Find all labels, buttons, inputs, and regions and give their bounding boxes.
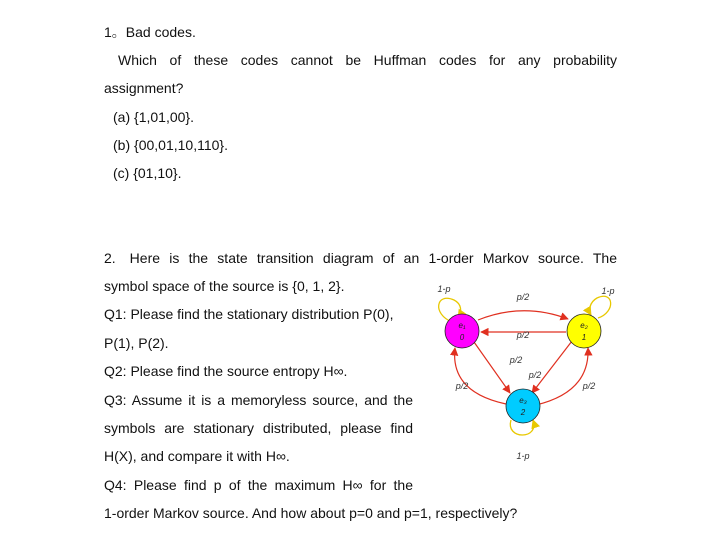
label-e3-to-e2: p/2 bbox=[582, 381, 596, 391]
label-self-e1: 1-p bbox=[437, 284, 451, 294]
state-e2-symbol: 1 bbox=[581, 333, 587, 342]
q2-line: symbol space of the source is {0, 1, 2}. bbox=[104, 278, 345, 294]
state-e1-name: e₁ bbox=[458, 321, 466, 330]
option-label: (c) bbox=[113, 165, 130, 181]
state-e3-name: e₃ bbox=[519, 396, 527, 405]
q2-line: 1-order Markov source. And how about p=0 and p=1, respectively? bbox=[104, 505, 518, 521]
label-self-e2: 1-p bbox=[601, 286, 615, 296]
option-label: (b) bbox=[113, 137, 131, 153]
q2-line: H(X), and compare it with H∞. bbox=[104, 448, 290, 464]
edge-e2-to-e3 bbox=[532, 341, 572, 393]
label-e1-to-e3: p/2 bbox=[509, 355, 523, 365]
edge-e3-to-e2 bbox=[536, 348, 588, 405]
edge-e1-to-e3 bbox=[474, 342, 510, 393]
label-e2-to-e1: p/2 bbox=[516, 330, 530, 340]
q2-intro-line1: 2. Here is the state transition diagram of an 1-order Markov source. The bbox=[104, 250, 617, 266]
label-e3-to-e1: p/2 bbox=[455, 381, 469, 391]
label-e2-to-e3: p/2 bbox=[528, 370, 542, 380]
state-e1-symbol: 0 bbox=[459, 333, 465, 342]
q2-line: Q1: Please find the stationary distribution P(0), bbox=[104, 306, 394, 322]
q2-line: P(1), P(2). bbox=[104, 335, 169, 351]
q2-line: Q2: Please find the source entropy H∞. bbox=[104, 363, 348, 379]
state-e3-symbol: 2 bbox=[520, 408, 526, 417]
q2-line: Q4: Please find p of the maximum H∞ for the bbox=[104, 477, 413, 493]
q1-prompt-line1: Which of these codes cannot be Huffman codes for any probability bbox=[118, 52, 617, 68]
label-self-e3: 1-p bbox=[516, 451, 530, 461]
option-label: (a) bbox=[113, 109, 131, 125]
option-text: {01,10}. bbox=[133, 165, 182, 181]
option-text: {00,01,10,110}. bbox=[134, 137, 228, 153]
q2-line: Q3: Assume it is a memoryless source, and the bbox=[104, 392, 413, 408]
label-e1-to-e2: p/2 bbox=[516, 292, 530, 302]
q1-heading: 1。Bad codes. bbox=[104, 24, 196, 40]
q2-line: symbols are stationary distributed, please find bbox=[104, 420, 413, 436]
state-e2-name: e₂ bbox=[580, 321, 588, 330]
state-e2-node bbox=[567, 314, 601, 348]
edge-e1-to-e2 bbox=[478, 311, 568, 320]
state-e1-node bbox=[445, 314, 479, 348]
self-loop-e2 bbox=[590, 296, 611, 318]
option-text: {1,01,00}. bbox=[134, 109, 194, 125]
q1-prompt-line2: assignment? bbox=[104, 80, 184, 96]
state-e3-node bbox=[506, 389, 540, 423]
